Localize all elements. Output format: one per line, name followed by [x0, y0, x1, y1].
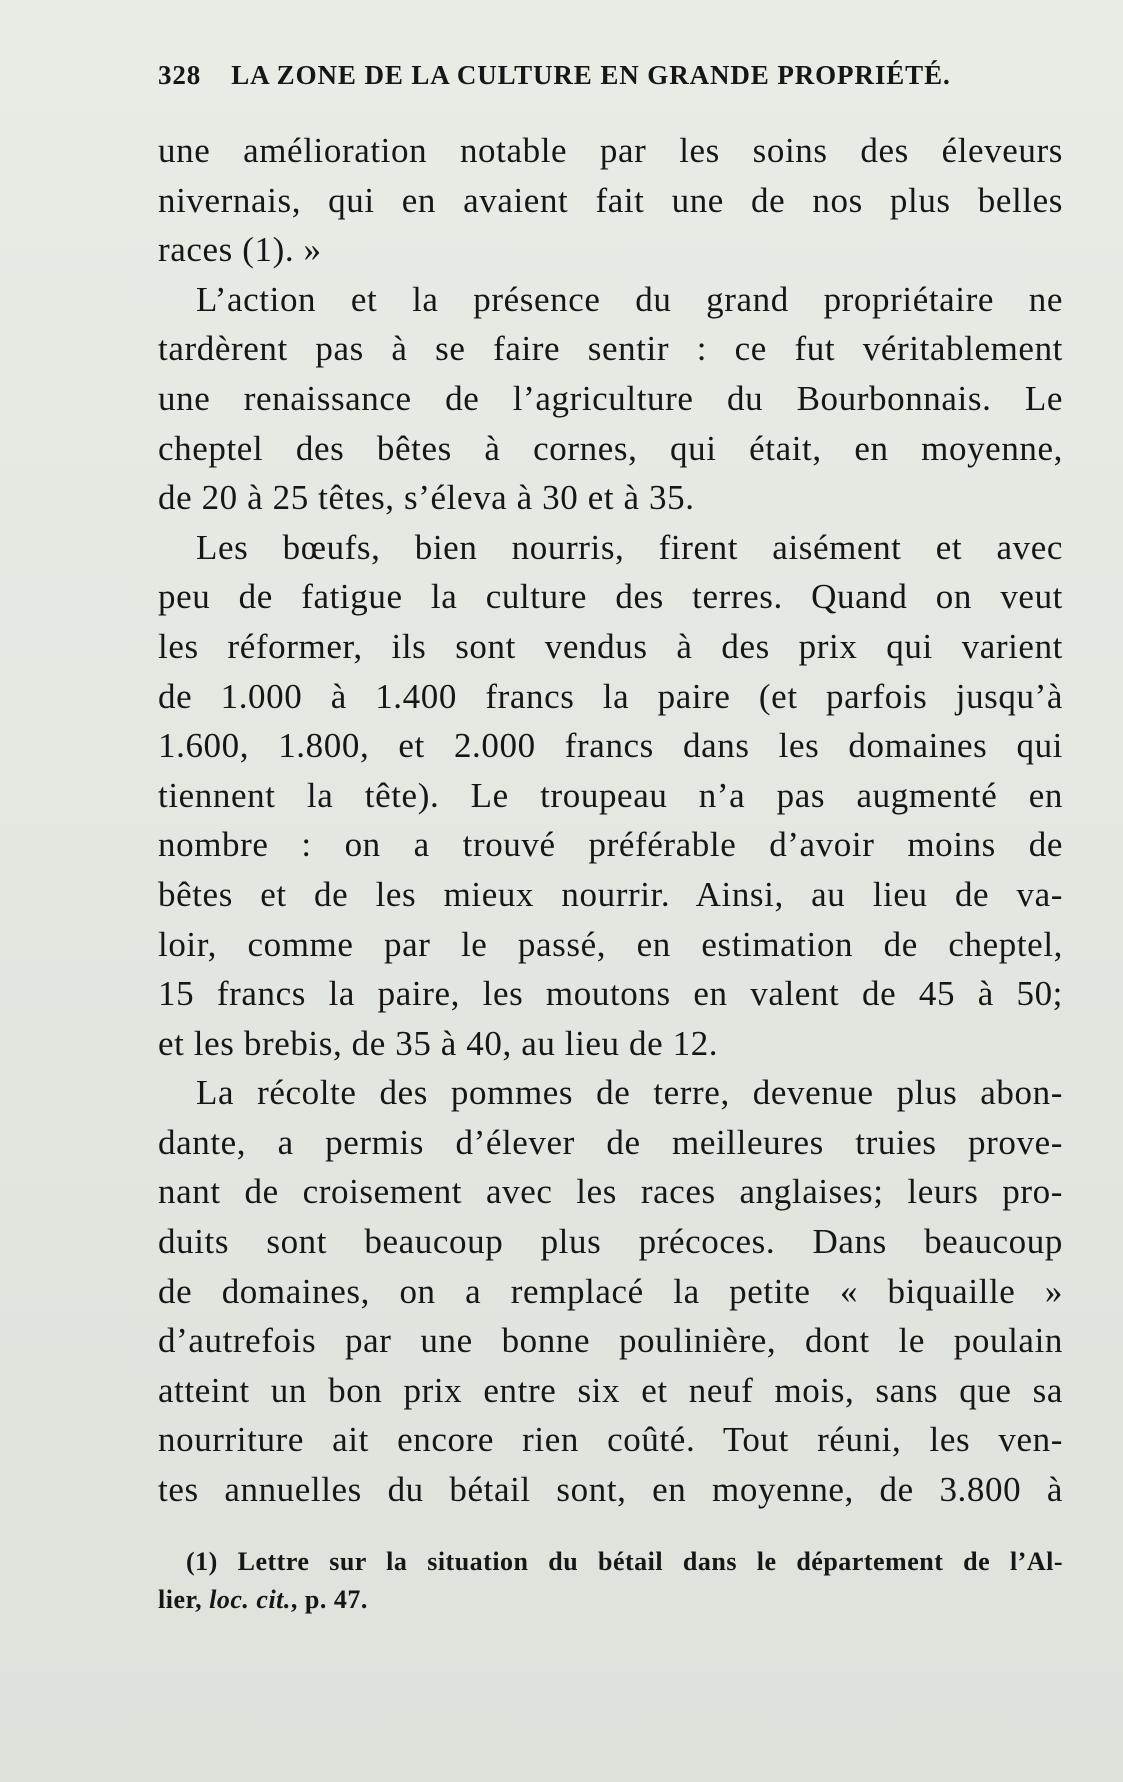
text-line: de 20 à 25 têtes, s’éleva à 30 et à 35.: [158, 478, 695, 518]
text-line: une renaissance de l’agriculture du Bourbonnais. Le: [158, 378, 1063, 418]
footnote-line: [158, 1581, 1063, 1619]
text-line: de domaines, on a remplacé la petite « biquaille »: [158, 1271, 1063, 1311]
footnote-line: (1) Lettre sur la situation du bétail dans le département de l’Al-: [186, 1547, 1063, 1576]
text-line: atteint un bon prix entre six et neuf mois, sans que sa: [158, 1370, 1063, 1410]
text-line: 15 francs la paire, les moutons en valent de 45 à 50;: [158, 974, 1063, 1014]
text-line: La récolte des pommes de terre, devenue plus abon-: [196, 1073, 1063, 1113]
text-line: races (1). »: [158, 230, 322, 270]
text-line: les réformer, ils sont vendus à des prix qui varient: [158, 626, 1063, 666]
text-line: cheptel des bêtes à cornes, qui était, en moyenne,: [158, 428, 1063, 468]
text-line: dante, a permis d’élever de meilleures truies prove-: [158, 1122, 1063, 1162]
text-line: de 1.000 à 1.400 francs la paire (et parfois jusqu’à: [158, 676, 1063, 716]
footnote-citation: loc. cit.: [209, 1585, 291, 1614]
body-text: [158, 126, 1063, 1515]
text-line: Les bœufs, bien nourris, firent aisément et avec: [196, 527, 1063, 567]
text-line: nourriture ait encore rien coûté. Tout réuni, les ven-: [158, 1420, 1063, 1460]
text-line: nant de croisement avec les races anglaises; leurs pro-: [158, 1172, 1063, 1212]
text-line: et les brebis, de 35 à 40, au lieu de 12.: [158, 1023, 719, 1063]
text-line: tardèrent pas à se faire sentir : ce fut véritablement: [158, 329, 1063, 369]
footnote: [158, 1543, 1063, 1619]
text-line: duits sont beaucoup plus précoces. Dans beaucoup: [158, 1222, 1063, 1262]
text-line: tiennent la tête). Le troupeau n’a pas augmenté en: [158, 775, 1063, 815]
text-line: bêtes et de les mieux nourrir. Ainsi, au lieu de va-: [158, 874, 1063, 914]
text-line: nombre : on a trouvé préférable d’avoir moins de: [158, 825, 1063, 865]
text-line: loir, comme par le passé, en estimation de cheptel,: [158, 924, 1063, 964]
running-head: LA ZONE DE LA CULTURE EN GRANDE PROPRIÉTÉ.: [231, 60, 951, 90]
footnote-text: , p. 47.: [290, 1585, 368, 1614]
text-line: peu de fatigue la culture des terres. Quand on veut: [158, 577, 1063, 617]
text-line: d’autrefois par une bonne poulinière, dont le poulain: [158, 1321, 1063, 1361]
text-line: L’action et la présence du grand propriétaire ne: [196, 279, 1063, 319]
text-line: une amélioration notable par les soins des éleveurs: [158, 131, 1063, 170]
text-line: 1.600, 1.800, et 2.000 francs dans les domaines qui: [158, 726, 1063, 766]
text-line: tes annuelles du bétail sont, en moyenne, de 3.800 à: [158, 1470, 1063, 1510]
page-header: [158, 60, 1058, 91]
footnote-text: lier,: [158, 1585, 203, 1614]
page-number: 328: [158, 60, 202, 90]
text-line: nivernais, qui en avaient fait une de nos plus belles: [158, 180, 1063, 220]
